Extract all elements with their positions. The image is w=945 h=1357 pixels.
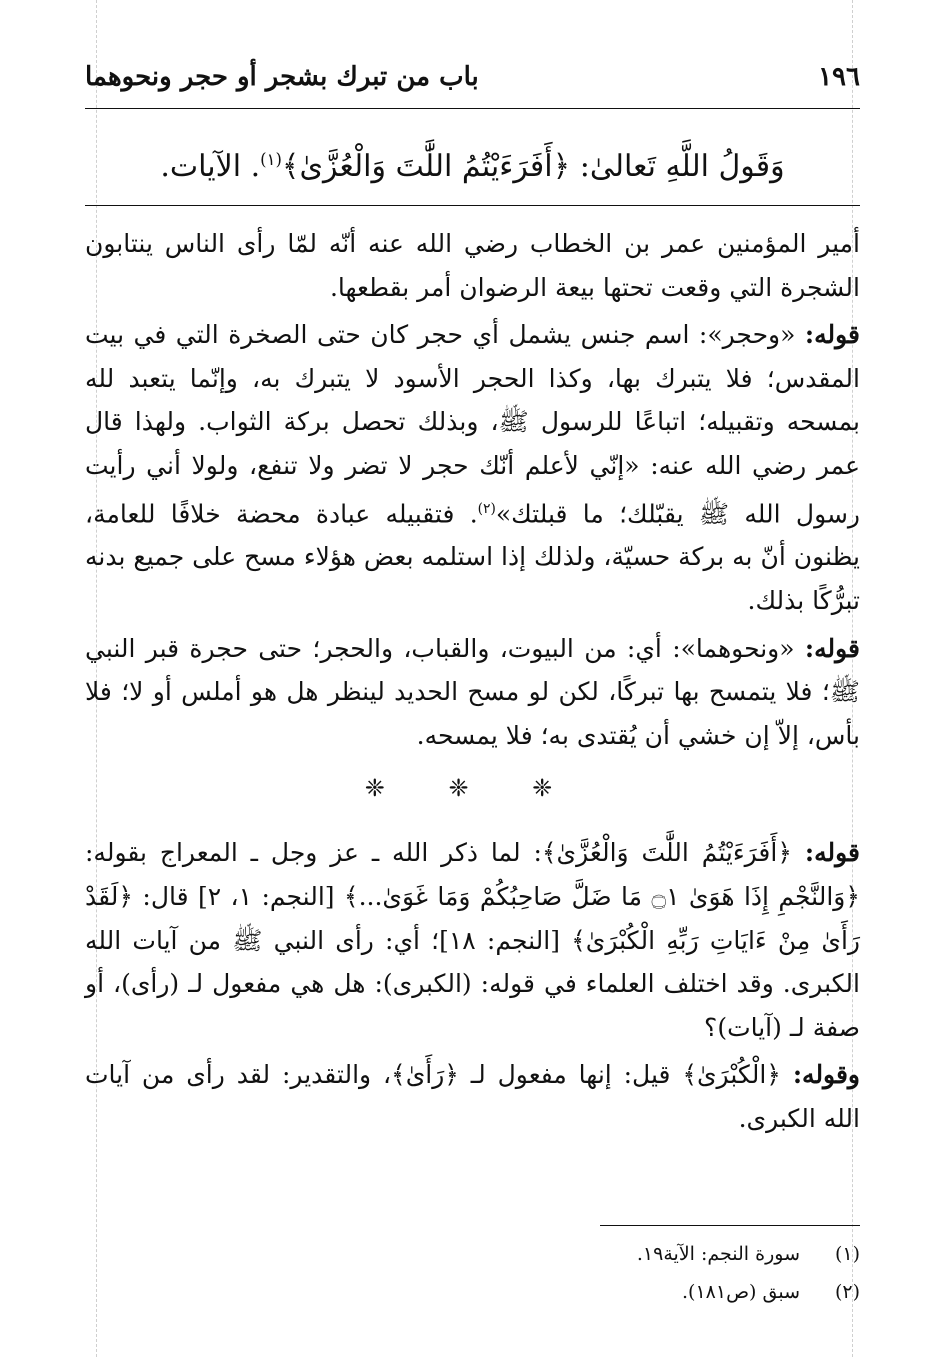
running-header bbox=[85, 52, 860, 102]
section-separator: ❈ ❈ ❈ bbox=[364, 774, 581, 803]
paragraph-text: «ونحوهما»: أي: من البيوت، والقباب، والحجر؛ حتى حجرة قبر النبي ﷺ؛ فلا يتمسح بها تبركًا، لكن لو مسح الحديد لينظر هل هو أملس أو لا؛ فلا بأس، إلاّ إن خشي أن يُقتدى به؛ فلا يمسحه. bbox=[85, 633, 860, 750]
footnote bbox=[85, 1235, 860, 1273]
paragraph-label: قوله: bbox=[804, 838, 860, 868]
verse-suffix: . الآيات. bbox=[160, 149, 261, 184]
paragraph-text-cont: . فتقبيله عبادة محضة خلافًا للعامة، يظنون أنّ به بركة حسيّة، ولذلك إذا استلمه بعض هؤلاء مسح على جميع بدنه تبرُّكًا بذلك. bbox=[85, 498, 860, 616]
paragraph-text: ﴿الْكُبْرَىٰ﴾ قيل: إنها مفعول لـ ﴿رَأَىٰ﴾، والتقدير: لقد رأى من آيات الله الكبرى. bbox=[85, 1060, 860, 1134]
paragraph-text: «وحجر»: اسم جنس يشمل أي حجر كان حتى الصخرة التي في بيت المقدس؛ فلا يتبرك بها، وكذا الحجر الأسود لا يتبرك به، وإنّما يتعبد لله بمسحه وتقبيله؛ اتباعًا للرسول ﷺ، وبذلك تحصل بركة الثواب. ولهذا قال عمر رضي الله عنه: «إنّي لأعلم أنّك حجر لا تضر ولا تنفع، ولولا أني رأيت رسول الله ﷺ يقبّلك؛ ما قبلتك» bbox=[85, 320, 860, 528]
footnote bbox=[85, 1273, 860, 1311]
paragraph bbox=[85, 313, 860, 622]
paragraph bbox=[85, 222, 860, 309]
paragraph bbox=[85, 831, 860, 1049]
footnote-text: سورة النجم: الآية١٩. bbox=[636, 1243, 800, 1265]
paragraph-label: وقوله: bbox=[792, 1060, 860, 1090]
chapter-verse bbox=[85, 130, 860, 190]
footnotes bbox=[85, 1235, 860, 1311]
paragraph-text: أمير المؤمنين عمر بن الخطاب رضي الله عنه أنّه لمّا رأى الناس ينتابون الشجرة التي وقعت تحتها بيعة الرضوان أمر بقطعها. bbox=[85, 229, 860, 302]
paragraph-label: قوله: bbox=[804, 320, 860, 350]
paragraph-label: قوله: bbox=[804, 633, 860, 663]
chapter-title: باب من تبرك بشجر أو حجر ونحوهما bbox=[85, 62, 479, 92]
footnote-ref: (١) bbox=[260, 150, 282, 169]
paragraph bbox=[85, 627, 860, 758]
footnote-number: (٢) bbox=[834, 1281, 860, 1303]
section-divider bbox=[85, 205, 860, 206]
header-rule bbox=[85, 108, 860, 109]
footnote-rule bbox=[600, 1225, 860, 1226]
verse-text: وَقَولُ اللَّهِ تَعالىٰ: ﴿أَفَرَءَيْتُمُ اللَّٰتَ وَالْعُزَّىٰ﴾ bbox=[281, 149, 785, 184]
paragraph bbox=[85, 1053, 860, 1140]
paragraph-text: ﴿أَفَرَءَيْتُمُ اللَّٰتَ وَالْعُزَّىٰ﴾: لما ذكر الله ـ عز وجل ـ المعراج بقوله: ﴿وَالنَّجْمِ إِذَا هَوَىٰ ۝١ مَا ضَلَّ صَاحِبُكُمْ وَمَا غَوَىٰ...﴾ [النجم: ١، ٢] قال: ﴿لَقَدْ رَأَىٰ مِنْ ءَايَاتِ رَبِّهِ الْكُبْرَىٰ﴾ [النجم: ١٨]؛ أي: رأى النبي ﷺ من آيات الله الكبرى. وقد اختلف العلماء في قوله: (الكبرى): هل هي مفعول لـ (رأى)، أو صفة لـ (آيات)؟ bbox=[85, 838, 860, 1042]
commentary-body bbox=[85, 222, 860, 1145]
footnote-text: سبق (ص١٨١). bbox=[682, 1281, 800, 1303]
footnote-ref: (٢) bbox=[477, 500, 496, 517]
page-number: ١٩٦ bbox=[818, 62, 860, 92]
footnote-number: (١) bbox=[834, 1243, 860, 1265]
